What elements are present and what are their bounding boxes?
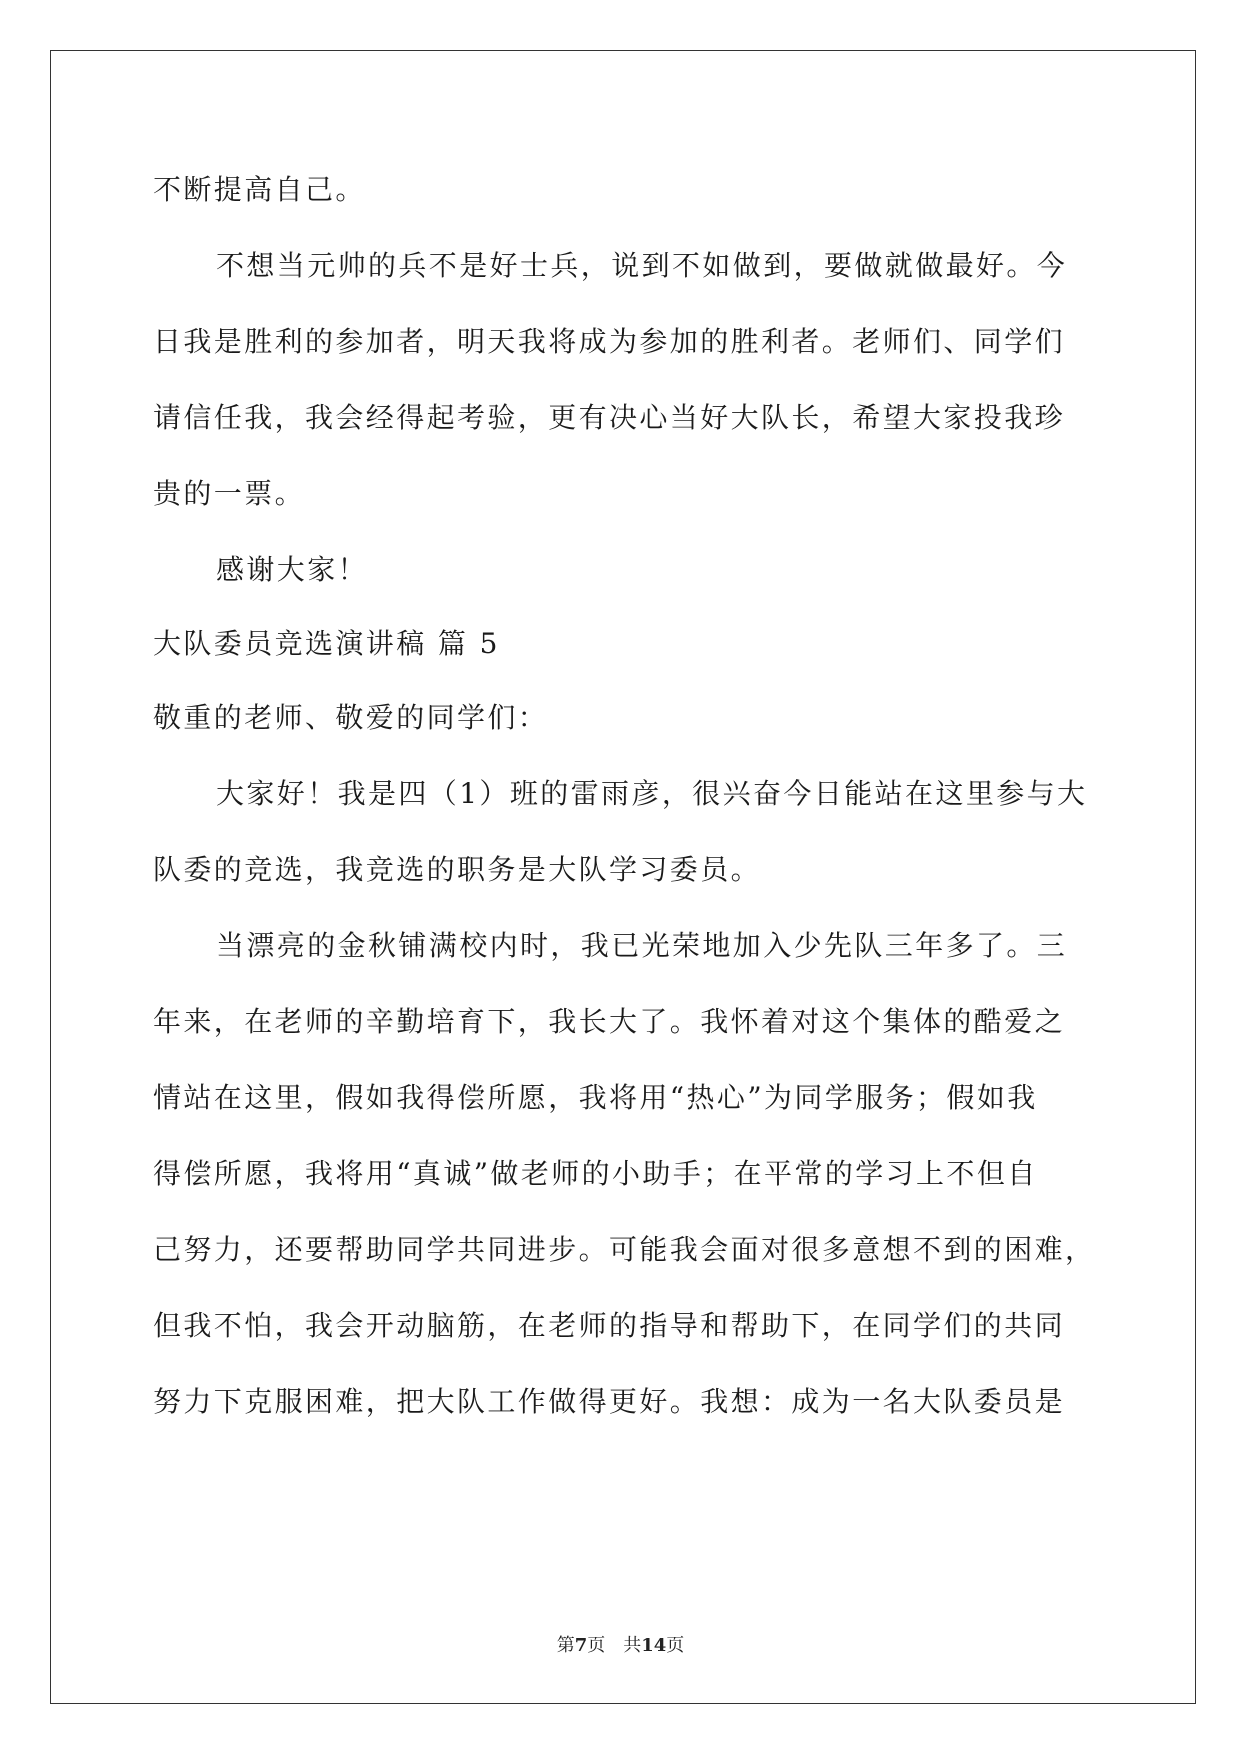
text-line: 但我不怕，我会开动脑筋，在老师的指导和帮助下，在同学们的共同 bbox=[153, 1309, 1066, 1342]
total-prefix: 共 bbox=[623, 1635, 642, 1656]
text-line: 不断提高自己。 bbox=[153, 173, 366, 206]
text-line: 队委的竞选，我竞选的职务是大队学习委员。 bbox=[153, 853, 762, 886]
total-pages-number: 14 bbox=[641, 1635, 667, 1656]
text-line: 不想当元帅的兵不是好士兵，说到不如做到，要做就做最好。今 bbox=[216, 249, 1068, 282]
text-line: 得偿所愿，我将用“真诚”做老师的小助手；在平常的学习上不但自 bbox=[153, 1157, 1038, 1190]
text-line: 情站在这里，假如我得偿所愿，我将用“热心”为同学服务；假如我 bbox=[153, 1081, 1038, 1114]
text-line: 当漂亮的金秋铺满校内时，我已光荣地加入少先队三年多了。三 bbox=[216, 929, 1068, 962]
page-suffix: 页 bbox=[587, 1635, 606, 1656]
text-line: 请信任我，我会经得起考验，更有决心当好大队长，希望大家投我珍 bbox=[153, 401, 1066, 434]
text-line: 感谢大家！ bbox=[216, 553, 369, 586]
section-heading: 大队委员竞选演讲稿 篇 5 bbox=[153, 627, 500, 660]
current-page-number: 7 bbox=[574, 1635, 588, 1656]
page-prefix: 第 bbox=[556, 1635, 575, 1656]
total-suffix: 页 bbox=[666, 1635, 685, 1656]
page-footer bbox=[0, 1634, 1241, 1658]
text-line: 己努力，还要帮助同学共同进步。可能我会面对很多意想不到的困难， bbox=[153, 1233, 1096, 1266]
text-line: 日我是胜利的参加者，明天我将成为参加的胜利者。老师们、同学们 bbox=[153, 325, 1066, 358]
text-line: 努力下克服困难，把大队工作做得更好。我想：成为一名大队委员是 bbox=[153, 1385, 1066, 1418]
text-line: 年来，在老师的辛勤培育下，我长大了。我怀着对这个集体的酷爱之 bbox=[153, 1005, 1066, 1038]
salutation: 敬重的老师、敬爱的同学们： bbox=[153, 701, 549, 734]
text-line: 大家好！我是四（1）班的雷雨彦，很兴奋今日能站在这里参与大 bbox=[216, 777, 1088, 810]
text-line: 贵的一票。 bbox=[153, 477, 306, 510]
